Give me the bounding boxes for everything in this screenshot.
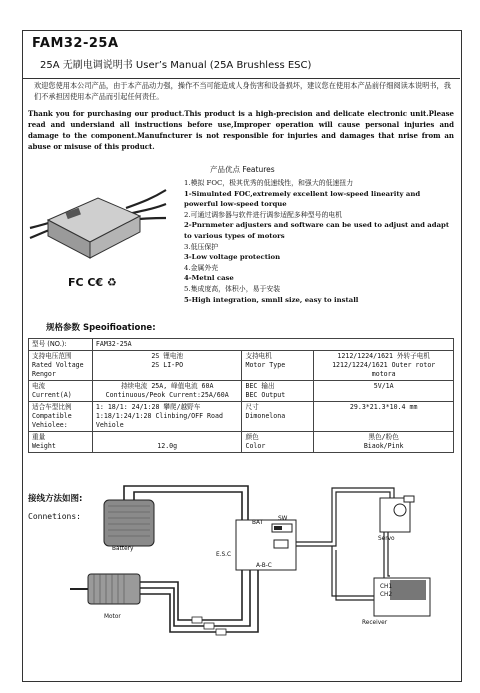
wiring-diagram xyxy=(28,470,448,670)
features-list xyxy=(184,178,454,305)
receiver-label: Receiver xyxy=(362,620,388,626)
battery-icon xyxy=(104,500,154,546)
connections-title-en: Connetions: xyxy=(28,512,81,521)
motor-label: Motor xyxy=(104,614,121,620)
servo-label: Servo xyxy=(378,536,395,542)
header-divider xyxy=(22,78,460,79)
feature-item: 5.集成度高，体积小，易于安装 5-High integration, smnll size, easy to install xyxy=(184,284,359,304)
feature-item: 4.金属外壳 4-Metnl case xyxy=(184,263,234,283)
esc-product-image xyxy=(28,180,168,270)
bat-mark-label: BAT xyxy=(252,520,264,526)
features-title: 产品优点 Features xyxy=(210,165,275,174)
switch-label: SW xyxy=(278,516,288,522)
table-row: 电流 Current(A) 持续电流 25A, 峰值电流 60A Continuous/Peok Current:25A/60A BEC 输出 BEC Output 5V/1A xyxy=(29,381,454,402)
connector-icon xyxy=(274,540,288,548)
table-row: 重量 Weight 12.0g 颜色 Color 黑色/粉色 Biaok/Pink xyxy=(29,432,454,453)
ch2-label: CH2 xyxy=(380,592,393,598)
model-title: FAM32-25A xyxy=(32,36,119,51)
feature-item: 2.可通过调参器与软件进行调参适配多种型号的电机 2-Pnrnmeter adjusters and software can be used to adjust and adapt to various types of motors xyxy=(184,210,450,240)
connections-title-cn: 接线方法如图: xyxy=(28,494,83,504)
table-row: 型号 (NO.): FAM32-25A xyxy=(29,339,454,351)
spec-title: 规格参数 Speoifioatione: xyxy=(46,323,156,333)
motor-icon xyxy=(88,574,140,604)
esc-label: E.S.C xyxy=(216,552,232,558)
table-row: 适合车型比例 Compatible Vehiolee: 1: 18/1: 24/1:28 攀爬/越野车 1:18/1:24/1:28 Clinbing/OFF Road Vehiole 尺寸 Dimonelona 29.3*21.3*10.4 mm xyxy=(29,402,454,432)
certification-marks: FC C€ ♻ xyxy=(68,276,117,289)
intro-english: Thank you for purchasing our product.This product is a high-precision and delicate electronic unit.Please read and undersiand all instructions before use,Improper operation will cause personal injuries and damage to the component.Manufncturer is not responsible for injuries and damages that nrise from an abuse or misuse of this product. xyxy=(28,109,454,151)
abc-label: A-B-C xyxy=(256,563,272,569)
feature-item: 1.模拟 FOC，极其优秀的低速线性，和强大的低速扭力 1-Simulnted FOC,extremely excellent low-speed linearity and powerful low-speed torque xyxy=(184,179,421,209)
table-row: 支持电压范围 Rated Voltage Rengor 2S 锂电池 2S LI-PO 支持电机 Motor Type 1212/1224/1621 外转子电机 1212/1224/1621 Outer rotor motora xyxy=(29,351,454,381)
intro-chinese: 欢迎您使用本公司产品，由于本产品动力强，操作不当可能造成人身伤害和设备损坏，建议您在使用本产品前仔细阅读本说明书，我们不承担因使用本产品而引起任何责任。 xyxy=(34,81,451,101)
battery-label: Battery xyxy=(112,546,134,552)
spec-table xyxy=(28,338,454,453)
ch1-label: CH1 xyxy=(380,584,393,590)
servo-icon xyxy=(380,498,410,532)
manual-subtitle: 25A 无刷电调说明书 User’s Manual (25A Brushless ESC) xyxy=(40,60,312,71)
feature-item: 3.低压保护 3-Low voltage protection xyxy=(184,242,281,262)
